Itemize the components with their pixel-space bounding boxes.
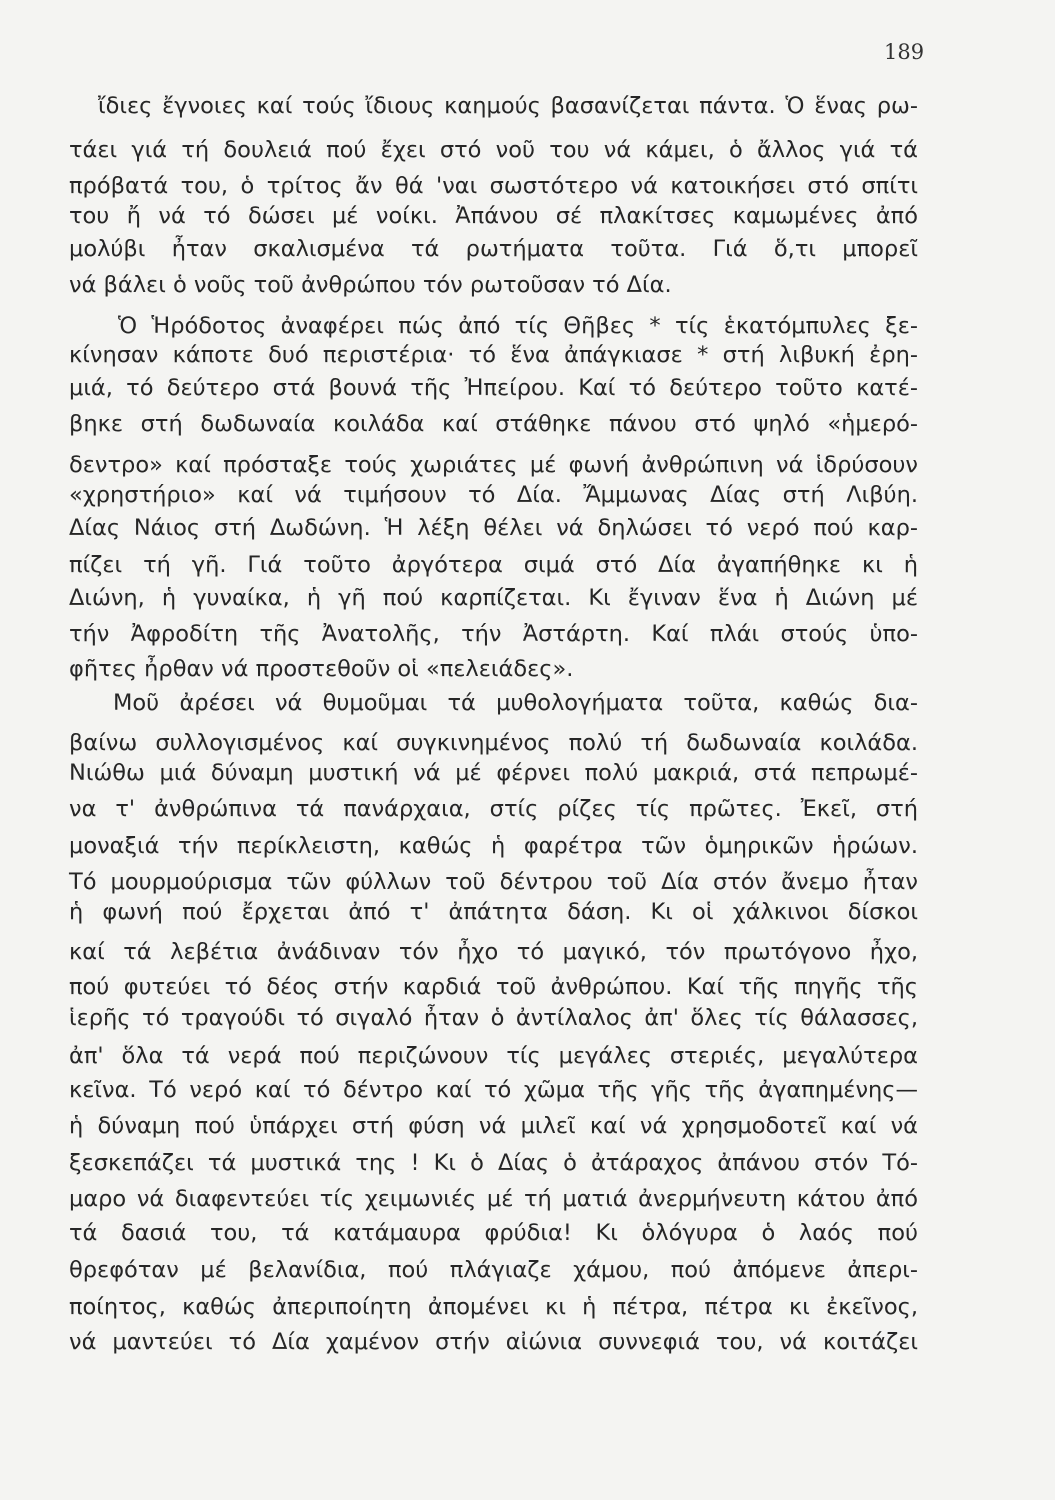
text-line: πού φυτεύει τό δέος στήν καρδιά τοῦ ἀνθρώπου. Καί τῆς πηγῆς τῆς [69,974,918,1000]
text-line: θρεφόταν μέ βελανίδια, πού πλάγιαζε χάμου, πού ἀπόμενε ἀπερι- [69,1257,918,1283]
text-line: μαρο νά διαφεντεύει τίς χειμωνιές μέ τή ματιά ἀνερμήνευτη κάτου ἀπό [69,1186,918,1212]
text-line: κίνησαν κάποτε δυό περιστέρια· τό ἕνα ἀπάγκιασε * στή λιβυκή ἐρη- [69,342,918,368]
text-line: «χρηστήριο» καί νά τιμήσουν τό Δία. Ἄμμωνας Δίας στή Λιβύη. [69,482,918,508]
text-line: να τ' ἀνθρώπινα τά πανάρχαια, στίς ρίζες τίς πρῶτες. Ἐκεῖ, στή [69,796,918,822]
text-line: Δίας Νάιος στή Δωδώνη. Ἡ λέξη θέλει νά δηλώσει τό νερό πού καρ- [69,515,918,541]
text-line: μολύβι ἦταν σκαλισμένα τά ρωτήματα τοῦτα. Γιά ὅ,τι μπορεῖ [69,236,918,262]
text-line: ποίητος, καθώς ἀπεριποίητη ἀπομένει κι ἡ πέτρα, πέτρα κι ἐκεῖνος, [69,1294,918,1320]
text-line: μοναξιά τήν περίκλειστη, καθώς ἡ φαρέτρα τῶν ὁμηρικῶν ἡρώων. [69,833,918,859]
text-line: Διώνη, ἡ γυναίκα, ἡ γῆ πού καρπίζεται. Κι ἔγιναν ἕνα ἡ Διώνη μέ [69,585,918,611]
text-line: ἡ δύναμη πού ὑπάρχει στή φύση νά μιλεῖ καί νά χρησμοδοτεῖ καί νά [69,1113,918,1139]
text-line: βηκε στή δωδωναία κοιλάδα καί στάθηκε πάνου στό ψηλό «ἡμερό- [69,411,918,437]
text-line: τήν Ἀφροδίτη τῆς Ἀνατολῆς, τήν Ἀστάρτη. Καί πλάι στούς ὑπο- [69,621,918,647]
text-line: μιά, τό δεύτερο στά βουνά τῆς Ἠπείρου. Καί τό δεύτερο τοῦτο κατέ- [69,375,918,401]
text-line: ἱερῆς τό τραγούδι τό σιγαλό ἦταν ὁ ἀντίλαλος ἀπ' ὅλες τίς θάλασσες, [69,1005,918,1031]
text-line: Ὁ Ἡρόδοτος ἀναφέρει πώς ἀπό τίς Θῆβες * τίς ἑκατόμπυλες ξε- [118,313,918,339]
text-line: ἡ φωνή πού ἔρχεται ἀπό τ' ἀπάτητα δάση. Κι οἱ χάλκινοι δίσκοι [69,899,918,925]
text-line: ξεσκεπάζει τά μυστικά της ! Κι ὁ Δίας ὁ ἀτάραχος ἀπάνου στόν Τό- [69,1150,918,1176]
text-line: νά μαντεύει τό Δία χαμένον στήν αἰώνια συννεφιά του, νά κοιτάζει [69,1329,918,1355]
text-line: Τό μουρμούρισμα τῶν φύλλων τοῦ δέντρου τοῦ Δία στόν ἄνεμο ἦταν [69,869,918,895]
text-line: του ἤ νά τό δώσει μέ νοίκι. Ἀπάνου σέ πλακίτσες καμωμένες ἀπό [69,203,918,229]
text-line: καί τά λεβέτια ἀνάδιναν τόν ἦχο τό μαγικό, τόν πρωτόγονο ἦχο, [69,939,918,965]
text-line: Μοῦ ἀρέσει νά θυμοῦμαι τά μυθολογήματα τοῦτα, καθώς δια- [113,690,918,716]
text-line: ἀπ' ὅλα τά νερά πού περιζώνουν τίς μεγάλες στεριές, μεγαλύτερα [69,1043,918,1069]
text-line: ἴδιες ἔγνοιες καί τούς ἴδιους καημούς βασανίζεται πάντα. Ὁ ἕνας ρω- [98,93,918,119]
text-line: βαίνω συλλογισμένος καί συγκινημένος πολύ τή δωδωναία κοιλάδα. [69,730,918,756]
text-line: τά δασιά του, τά κατάμαυρα φρύδια! Κι ὁλόγυρα ὁ λαός πού [69,1220,918,1246]
text-line: Νιώθω μιά δύναμη μυστική νά μέ φέρνει πολύ μακριά, στά πεπρωμέ- [69,760,918,786]
text-line: πίζει τή γῆ. Γιά τοῦτο ἀργότερα σιμά στό Δία ἀγαπήθηκε κι ἡ [69,552,918,578]
text-line: νά βάλει ὁ νοῦς τοῦ ἀνθρώπου τόν ρωτοῦσαν τό Δία. [69,272,672,298]
page-number: 189 [884,40,925,64]
text-line: κεῖνα. Τό νερό καί τό δέντρο καί τό χῶμα τῆς γῆς τῆς ἀγαπημένης— [69,1077,918,1103]
text-line: πρόβατά του, ὁ τρίτος ἄν θά 'ναι σωστότερο νά κατοικήσει στό σπίτι [69,173,918,199]
text-line: φῆτες ἦρθαν νά προστεθοῦν οἱ «πελειάδες». [69,656,574,682]
text-line: δεντρο» καί πρόσταξε τούς χωριάτες μέ φωνή ἀνθρώπινη νά ἱδρύσουν [69,452,918,478]
text-line: τάει γιά τή δουλειά πού ἔχει στό νοῦ του νά κάμει, ὁ ἄλλος γιά τά [69,137,918,163]
